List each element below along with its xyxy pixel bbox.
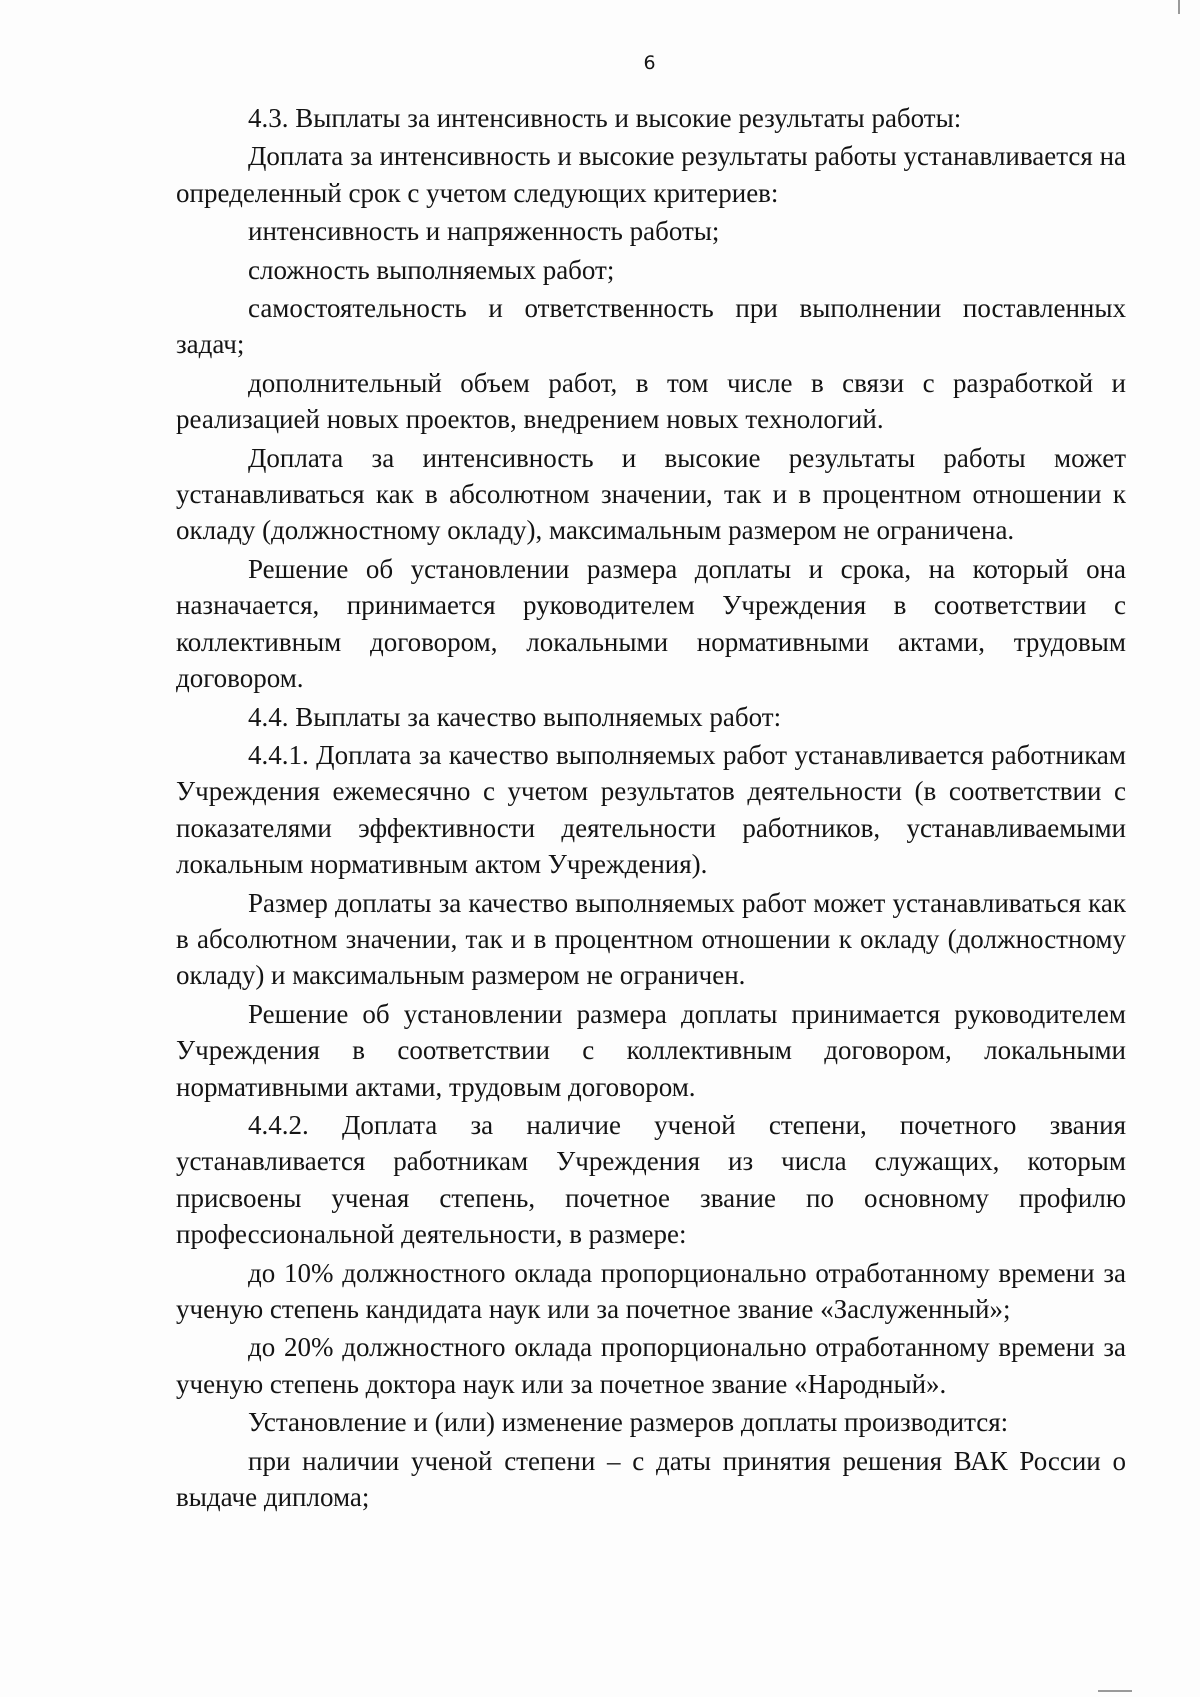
criterion-independence: самостоятельность и ответственность при выполнении поставленных задач;: [176, 293, 1126, 360]
criterion-additional-work: дополнительный объем работ, в том числе в связи с разработкой и реализацией новых проектов, внедрением новых технологий.: [176, 367, 1126, 435]
scan-edge-mark-top: [1178, 0, 1180, 14]
paragraph-doctor-degree: до 20% должностного оклада пропорционально отработанному времени за ученую степень доктора наук или за почетное звание «Народный».: [176, 1332, 1126, 1399]
paragraph-4-4-2: 4.4.2. Доплата за наличие ученой степени, почетного звания устанавливается работникам Учреждения из числа служащих, которым присвоены ученая степень, почетное звание по основному профилю профессиональной деятельности, в размере:: [176, 1109, 1126, 1250]
scan-edge-mark-bottom: [1098, 1690, 1132, 1692]
criterion-intensity: интенсивность и напряженность работы;: [248, 216, 720, 247]
paragraph-intensity-bonus: Доплата за интенсивность и высокие результаты работы устанавливается на определенный срок с учетом следующих критериев:: [176, 141, 1126, 208]
criterion-complexity: сложность выполняемых работ;: [248, 254, 615, 285]
paragraph-quality-amount: Размер доплаты за качество выполняемых работ может устанавливаться как в абсолютном значении, так и в процентном отношении к окладу (должностному окладу) и максимальным размером не ограничен.: [176, 887, 1126, 991]
section-heading-4-3: 4.3. Выплаты за интенсивность и высокие результаты работы:: [248, 103, 962, 133]
paragraph-candidate-degree: до 10% должностного оклада пропорционально отработанному времени за ученую степень кандидата наук или за почетное звание «Заслуженный»;: [176, 1257, 1126, 1324]
paragraph-4-4-1: 4.4.1. Доплата за качество выполняемых работ устанавливается работникам Учреждения ежемесячно с учетом результатов деятельности (в соответствии с показателями эффективности деятельности работников, устанавливаемыми локальным нормативным актом Учреждения).: [176, 739, 1126, 880]
paragraph-degree-date: при наличии ученой степени – с даты принятия решения ВАК России о выдаче диплома;: [176, 1445, 1126, 1513]
paragraph-quality-decision: Решение об установлении размера доплаты принимается руководителем Учреждения в соответствии с коллективным договором, локальными нормативными актами, трудовым договором.: [176, 998, 1126, 1102]
section-heading-4-4: 4.4. Выплаты за качество выполняемых работ:: [248, 701, 782, 732]
paragraph-intensity-decision: Решение об установлении размера доплаты и срока, на который она назначается, принимается руководителем Учреждения в соответствии с коллективным договором, локальными нормативными актами, трудовым договором.: [176, 553, 1126, 694]
page-number: 6: [643, 52, 657, 74]
document-body: [176, 100, 1126, 1515]
paragraph-intensity-amount: Доплата за интенсивность и высокие результаты работы может устанавливаться как в абсолютном значении, так и в процентном отношении к окладу (должностному окладу), максимальным размером не ограничена.: [176, 442, 1126, 546]
paragraph-amount-change: Установление и (или) изменение размеров доплаты производится:: [248, 1407, 1009, 1438]
